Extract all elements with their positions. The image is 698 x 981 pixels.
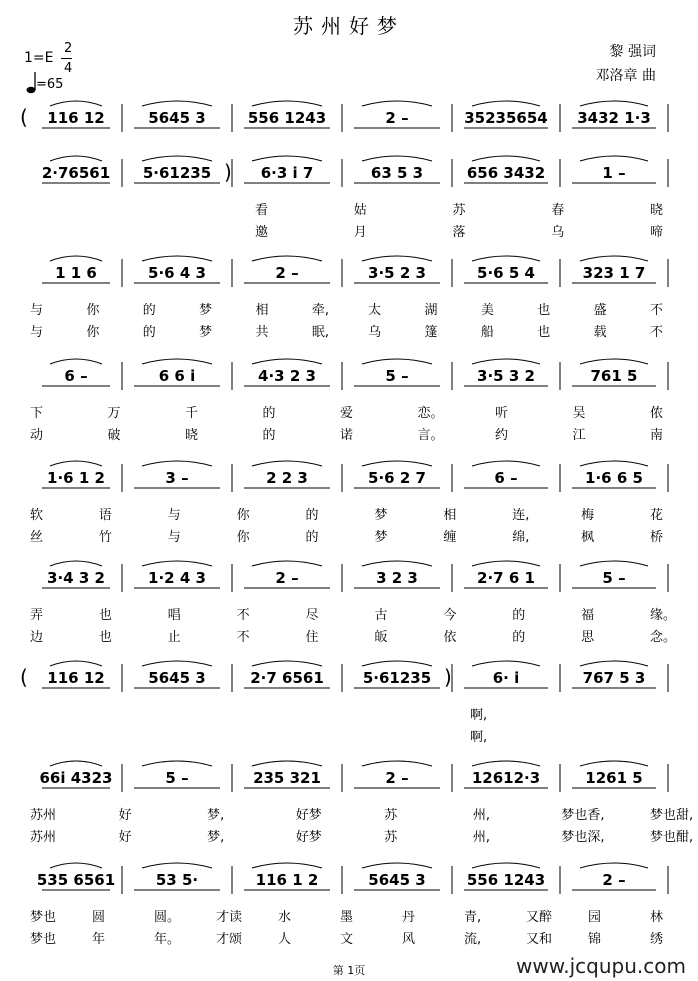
slur [472,661,540,666]
lyric-syllable: 梦也深, [561,830,605,845]
measure: 4·3 2 3 [258,367,316,385]
measure: 235 321 [253,769,321,787]
slur [472,561,540,566]
lyric-syllable: 盛 [593,303,607,318]
lyric-syllable: 念。 [650,630,677,645]
credits [596,40,656,88]
close-parenthesis: ) [444,665,452,689]
lyric-syllable: 不 [236,630,250,645]
lyric-syllable: 州, [472,830,490,845]
lyric-syllable: 吴 [572,406,586,421]
slur [142,256,212,261]
lyric-syllable: 篷 [424,325,438,340]
lyric-syllable: 林 [650,910,664,925]
lyric-syllable: 园 [588,910,602,925]
lyric-syllable: 苏 [384,808,398,823]
lyric-syllable: 圆 [92,910,106,925]
lyric-syllable: 不 [650,325,664,340]
slur [252,359,322,364]
lyric-syllable: 乌 [368,325,382,340]
score-row-svg [0,760,698,800]
score-row-svg [0,460,698,500]
measure: 2·76561 [41,164,111,182]
lyric-syllable: 梦也 [30,910,57,925]
slur [472,359,540,364]
measure: 656 3432 [466,164,546,182]
composer: 邓洛章 曲 [595,68,656,84]
lyric-syllable: 共 [255,325,269,340]
slur [50,256,102,261]
measure: 2 – [602,871,626,889]
score-row-svg [0,255,698,295]
measure: 6 – [494,469,518,487]
measure: 3 – [165,469,189,487]
lyric-syllable: 也 [98,608,112,623]
lyric-syllable: 绣 [650,932,664,947]
lyric-syllable: 又和 [526,932,553,947]
lyric-syllable: 美 [480,303,494,318]
lyric-syllable: 你 [86,303,100,318]
measure: 556 1243 [466,871,546,889]
measure: 1·6 1 2 [47,469,105,487]
slur [142,863,212,868]
measure: 116 12 [47,669,105,687]
lyric-syllable: 青, [464,910,482,925]
lyric-syllable: 船 [480,325,494,340]
slur [362,863,432,868]
lyric-syllable: 梦 [374,508,388,523]
measure: 3·5 2 3 [368,264,426,282]
lyric-syllable: 你 [236,530,250,545]
slur [580,256,648,261]
lyric-syllable: 的 [512,608,526,623]
measure: 6· i [492,669,520,687]
lyric-syllable: 姑 [353,203,367,218]
measure: 3·4 3 2 [47,569,105,587]
lyric-syllable: 花 [650,508,664,523]
slur [580,863,648,868]
measure: 116 12 [47,109,105,127]
lyric-syllable: 人 [278,932,292,947]
slur [50,661,102,666]
measure: 1 1 6 [55,264,97,282]
measure: 116 1 2 [255,871,319,889]
slur [50,561,102,566]
lyric-syllable: 思 [581,630,595,645]
slur [580,761,648,766]
measure: 535 6561 [36,871,116,889]
lyric-syllable: 尽 [305,608,319,623]
measure: 2 – [275,264,299,282]
measure: 3 2 3 [376,569,418,587]
lyric-syllable: 墨 [340,910,354,925]
lyric-syllable: 圆。 [154,910,181,925]
measure: 323 1 7 [582,264,646,282]
slur [362,101,432,106]
measure: 6·3 i 7 [260,164,314,182]
lyric-syllable: 才读 [216,910,243,925]
slur [50,359,102,364]
lyric-syllable: 不 [650,303,664,318]
slur [252,561,322,566]
lyric-syllable: 诺 [340,428,354,443]
slur [362,461,432,466]
slur [362,359,432,364]
lyric-syllable: 太 [368,303,382,318]
score-row-svg [0,358,698,398]
measure: 12612·3 [471,769,541,787]
measure: 2 – [385,109,409,127]
lyric-syllable: 你 [86,325,100,340]
lyric-syllable: 边 [30,630,44,645]
lyric-syllable: 相 [255,303,269,318]
lyric-syllable: 万 [107,406,121,421]
measure: 767 5 3 [582,669,646,687]
lyric-syllable: 梦 [199,325,213,340]
lyric-syllable: 桥 [650,530,664,545]
slur [142,359,212,364]
lyric-syllable: 唱 [167,608,181,623]
measure: 761 5 [590,367,638,385]
lyric-syllable: 春 [551,203,565,218]
slur [252,156,322,161]
lyric-syllable: 苏州 [30,830,57,845]
lyric-syllable: 梦 [199,303,213,318]
lyric-syllable: 古 [374,608,388,623]
measure: 1·6 6 5 [585,469,643,487]
lyric-syllable: 才颂 [216,932,243,947]
measure: 2 – [385,769,409,787]
open-parenthesis: ( [20,105,28,129]
lyric-syllable: 落 [452,225,466,240]
lyric-syllable: 的 [142,303,156,318]
measure: 1·2 4 3 [148,569,206,587]
lyric-syllable: 你 [236,508,250,523]
measure: 2·7 6 1 [477,569,535,587]
slur [362,256,432,261]
lyric-syllable: 今 [443,608,457,623]
lyric-syllable: 的 [262,428,276,443]
slur [472,256,540,261]
measure: 35235654 [464,109,548,127]
lyric-syllable: 破 [107,428,121,443]
measure: 5·6 2 7 [368,469,426,487]
slur [252,256,322,261]
lyric-syllable: 锦 [588,932,602,947]
lyric-syllable: 连, [512,508,530,523]
lyric-syllable: 与 [30,325,44,340]
lyricist: 黎 强词 [609,44,656,60]
lyric-syllable: 乌 [551,225,565,240]
lyric-syllable: 年 [92,932,106,947]
slur [580,461,648,466]
lyric-syllable: 的 [262,406,276,421]
key-signature: 1=E [24,50,54,66]
lyric-syllable: 缘。 [650,608,677,623]
slur [142,101,212,106]
score-row-svg [0,155,698,195]
lyric-syllable: 与 [167,530,181,545]
slur [362,661,432,666]
slur [472,101,540,106]
lyric-syllable: 依 [443,630,457,645]
slur [252,661,322,666]
lyric-syllable: 梦也香, [561,808,605,823]
score-row-svg [0,560,698,600]
slur [50,156,102,161]
lyric-syllable: 止 [167,630,181,645]
lyric-syllable: 好 [118,808,132,823]
slur [580,101,648,106]
lyric-syllable: 看 [255,203,269,218]
close-parenthesis: ) [224,160,232,184]
lyric-syllable: 恋。 [417,406,444,421]
lyric-syllable: 相 [443,508,457,523]
slur [580,359,648,364]
lyric-syllable: 风 [402,932,416,947]
measure: 5645 3 [148,669,206,687]
lyric-syllable: 江 [572,428,586,443]
slur [142,461,212,466]
lyric-syllable: 福 [581,608,595,623]
lyric-syllable: 苏 [452,203,466,218]
page-number: 第 1页 [332,964,366,977]
slur [142,661,212,666]
lyric-syllable: 梦也酣, [650,830,694,845]
lyric-syllable: 好梦 [295,830,322,845]
lyric-syllable: 语 [98,508,112,523]
lyric-syllable: 的 [305,508,319,523]
lyric-syllable: 爱 [340,406,354,421]
slur [252,461,322,466]
lyric-syllable: 也 [537,303,551,318]
lyric-syllable: 眠, [311,325,329,340]
lyric-syllable: 动 [30,428,44,443]
slur [252,101,322,106]
measure: 66i 4323 [39,769,113,787]
measure: 2·7 6561 [250,669,324,687]
lyric-syllable: 州, [472,808,490,823]
open-parenthesis: ( [20,665,28,689]
tempo-marking: =65 [36,77,64,92]
lyric-syllable: 啊, [470,730,488,745]
slur [142,761,212,766]
slur [580,156,648,161]
slur [50,863,102,868]
lyric-syllable: 梦, [207,808,225,823]
slur [580,661,648,666]
slur [472,461,540,466]
lyric-syllable: 文 [340,932,354,947]
measure: 5 – [602,569,626,587]
lyric-syllable: 言。 [417,428,444,443]
measure: 53 5· [155,871,199,889]
lyric-syllable: 软 [30,508,44,523]
lyric-syllable: 啊, [470,708,488,723]
lyric-syllable: 绵, [512,530,530,545]
score-row-svg [0,660,698,700]
song-title: 苏州好梦 [293,14,405,38]
slur [50,101,102,106]
lyric-syllable: 千 [185,406,199,421]
lyric-syllable: 听 [495,406,509,421]
lyric-syllable: 也 [537,325,551,340]
measure: 6 – [64,367,88,385]
lyric-syllable: 晓 [185,428,199,443]
lyric-syllable: 丹 [402,910,416,925]
lyric-syllable: 侬 [650,406,664,421]
lyric-syllable: 月 [353,225,367,240]
slur [252,863,322,868]
slur [362,156,432,161]
lyric-syllable: 丝 [30,530,44,545]
slur [50,761,102,766]
lyric-syllable: 不 [236,608,250,623]
measure: 2 – [275,569,299,587]
lyric-syllable: 载 [593,325,607,340]
measure: 2 2 3 [266,469,308,487]
lyric-syllable: 啼 [650,225,664,240]
measure: 3432 1·3 [577,109,651,127]
lyric-syllable: 梦也 [30,932,57,947]
lyric-syllable: 与 [30,303,44,318]
lyric-syllable: 湖 [424,303,438,318]
lyric-syllable: 约 [495,428,509,443]
lyric-syllable: 住 [305,630,319,645]
lyric-syllable: 梦, [207,830,225,845]
lyric-syllable: 下 [30,406,44,421]
measure: 5·6 5 4 [477,264,535,282]
measure: 6 6 i [158,367,196,385]
lyric-syllable: 梅 [581,508,595,523]
lyric-syllable: 的 [142,325,156,340]
lyric-syllable: 邀 [255,225,269,240]
lyric-syllable: 弄 [30,608,44,623]
score-row-svg [0,862,698,902]
time-signature-bottom: 4 [64,61,73,76]
measure: 63 5 3 [370,164,424,182]
measure: 5·61235 [142,164,212,182]
measure: 5 – [385,367,409,385]
measure: 3·5 3 2 [477,367,535,385]
slur [50,461,102,466]
slur [472,863,540,868]
slur [142,561,212,566]
measure: 5645 3 [148,109,206,127]
measure: 5·6 4 3 [148,264,206,282]
lyric-syllable: 好梦 [295,808,322,823]
lyric-syllable: 也 [98,630,112,645]
time-signature-top: 2 [64,41,73,56]
measure: 5645 3 [368,871,426,889]
lyric-syllable: 苏 [384,830,398,845]
lyric-syllable: 南 [650,428,664,443]
lyric-syllable: 皈 [374,630,388,645]
lyric-syllable: 年。 [154,932,181,947]
time-signature-bar [61,58,72,59]
slur [580,561,648,566]
slur [472,156,540,161]
lyric-syllable: 缠 [443,530,457,545]
lyric-syllable: 流, [464,932,482,947]
lyric-syllable: 梦 [374,530,388,545]
watermark: www.jcqupu.com [516,954,686,978]
measure: 5 – [165,769,189,787]
lyric-syllable: 水 [278,910,292,925]
measure: 556 1243 [247,109,327,127]
lyric-syllable: 晓 [650,203,664,218]
slur [362,561,432,566]
score-row-svg [0,100,698,140]
measure: 5·61235 [362,669,432,687]
lyric-syllable: 又醉 [526,910,553,925]
lyric-syllable: 的 [305,530,319,545]
lyric-syllable: 竹 [98,530,112,545]
lyric-syllable: 梦也甜, [650,808,694,823]
lyric-syllable: 与 [167,508,181,523]
lyric-syllable: 好 [118,830,132,845]
slur [142,156,212,161]
measure: 1261 5 [585,769,643,787]
lyric-syllable: 苏州 [30,808,57,823]
lyric-syllable: 枫 [581,530,595,545]
slur [252,761,322,766]
slur [362,761,432,766]
measure: 1 – [602,164,626,182]
slur [472,761,540,766]
lyric-syllable: 的 [512,630,526,645]
lyric-syllable: 牵, [311,303,329,318]
